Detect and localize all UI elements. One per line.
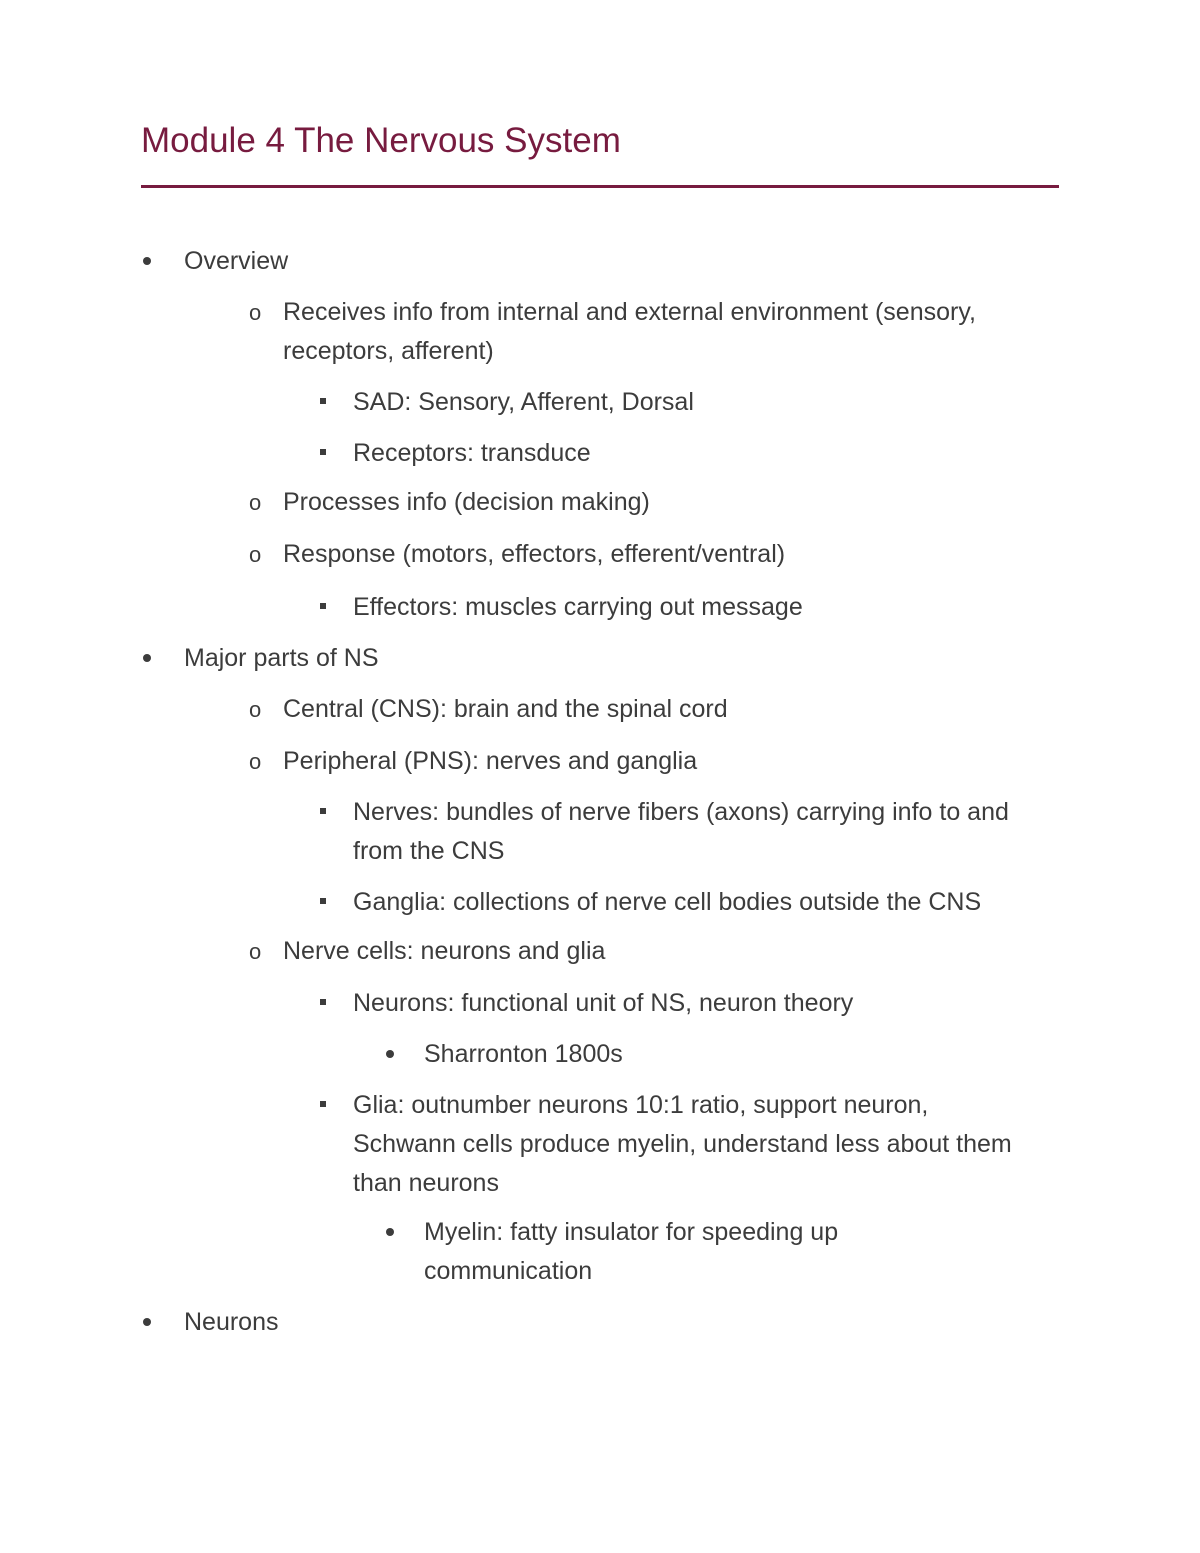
outline-item-central: Central (CNS): brain and the spinal cord (283, 695, 728, 723)
outline-item-myelin-line2: communication (424, 1257, 593, 1285)
outline-item-neurons: Neurons (184, 1308, 279, 1336)
page-title: Module 4 The Nervous System (141, 121, 621, 160)
bullet-circle-icon: o (249, 939, 262, 964)
outline-item-sharronton: Sharronton 1800s (424, 1040, 623, 1068)
outline-item-peripheral: Peripheral (PNS): nerves and ganglia (283, 747, 698, 775)
outline-item-sad: SAD: Sensory, Afferent, Dorsal (353, 388, 694, 416)
title-divider (141, 185, 1059, 188)
bullet-square-icon (320, 999, 326, 1005)
outline-item-nerves-line2: from the CNS (353, 837, 505, 865)
bullet-dot-icon (143, 257, 151, 265)
outline-item-glia-line3: than neurons (353, 1169, 499, 1197)
bullet-square-icon (320, 808, 326, 814)
bullet-dot-icon (143, 654, 151, 662)
bullet-circle-icon: o (249, 300, 262, 325)
outline-item-overview: Overview (184, 247, 289, 275)
outline-item-response: Response (motors, effectors, efferent/ventral) (283, 540, 786, 568)
outline-item-glia-line1: Glia: outnumber neurons 10:1 ratio, support neuron, (353, 1091, 929, 1119)
bullet-circle-icon: o (249, 749, 262, 774)
outline-item-major-parts: Major parts of NS (184, 644, 379, 672)
bullet-square-icon (320, 898, 326, 904)
outline-item-effectors: Effectors: muscles carrying out message (353, 593, 803, 621)
bullet-dot-icon (386, 1050, 394, 1058)
bullet-square-icon (320, 398, 326, 404)
outline-item-nerves-line1: Nerves: bundles of nerve fibers (axons) carrying info to and (353, 798, 1009, 826)
outline-item-glia-line2: Schwann cells produce myelin, understand less about them (353, 1130, 1012, 1158)
bullet-dot-icon (143, 1318, 151, 1326)
outline-item-receptors: Receptors: transduce (353, 439, 591, 467)
outline-item-ganglia: Ganglia: collections of nerve cell bodies outside the CNS (353, 888, 982, 916)
outline-item-myelin-line1: Myelin: fatty insulator for speeding up (424, 1218, 839, 1246)
bullet-square-icon (320, 449, 326, 455)
outline-item-neurons-theory: Neurons: functional unit of NS, neuron theory (353, 989, 854, 1017)
outline-item-receives-line2: receptors, afferent) (283, 337, 494, 365)
bullet-circle-icon: o (249, 490, 262, 515)
outline-item-nerve-cells: Nerve cells: neurons and glia (283, 937, 606, 965)
outline-item-processes: Processes info (decision making) (283, 488, 650, 516)
outline-item-receives-line1: Receives info from internal and external environment (sensory, (283, 298, 976, 326)
bullet-square-icon (320, 1101, 326, 1107)
bullet-circle-icon: o (249, 542, 262, 567)
bullet-square-icon (320, 603, 326, 609)
bullet-circle-icon: o (249, 697, 262, 722)
bullet-dot-icon (386, 1228, 394, 1236)
